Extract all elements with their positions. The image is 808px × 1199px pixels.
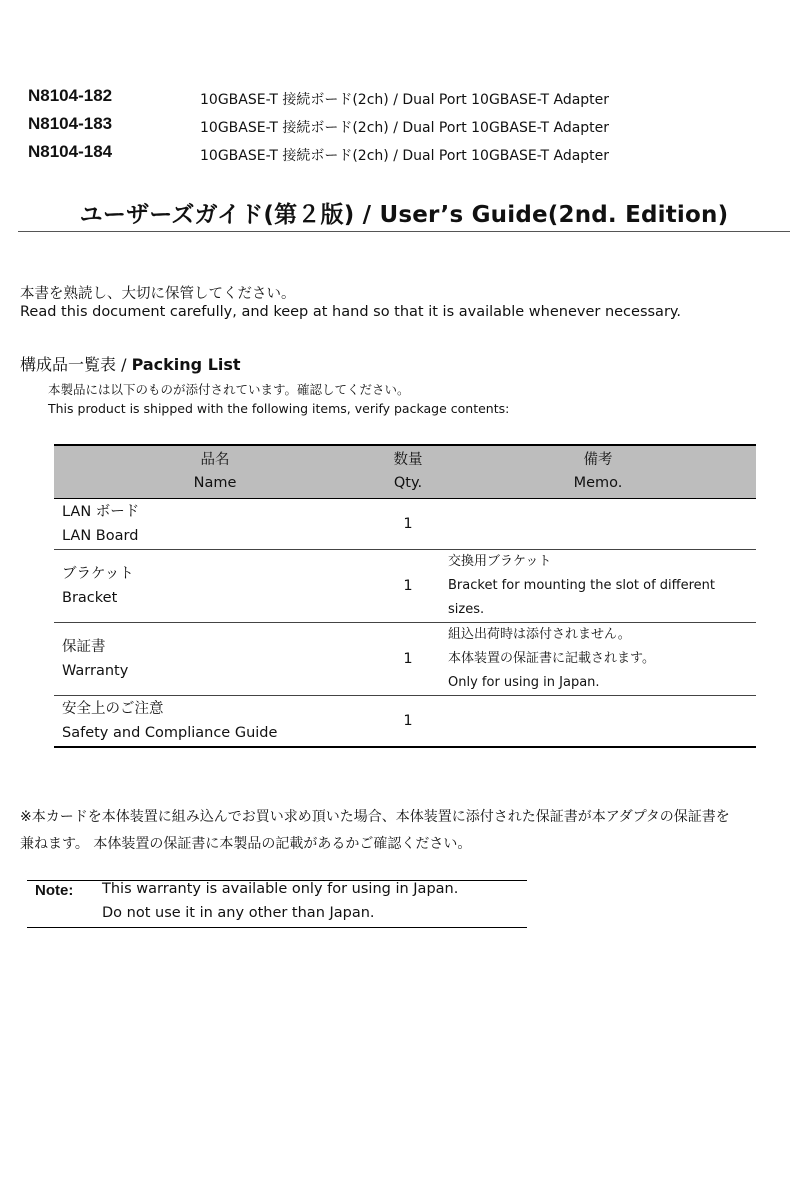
item-name: LAN ボード LAN Board bbox=[54, 499, 376, 550]
item-qty: 1 bbox=[376, 623, 440, 696]
note-label: Note: bbox=[35, 882, 74, 899]
note-line-1: This warranty is available only for using in Japan. bbox=[102, 881, 459, 897]
intro-jp: 本書を熟読し、大切に保管してください。 bbox=[20, 286, 296, 302]
warranty-note-jp: ※本カードを本体装置に組み込んでお買い求め頂いた場合、本体装置に添付された保証書が本アダプタの保証書を 兼ねます。 本体装置の保証書に本製品の記載があるかご確認ください。 bbox=[20, 809, 730, 852]
note-line-2: Do not use it in any other than Japan. bbox=[102, 905, 375, 921]
item-name: 保証書 Warranty bbox=[54, 623, 376, 696]
item-memo: 交換用ブラケット Bracket for mounting the slot of different sizes. bbox=[440, 550, 756, 623]
model-desc-2: 10GBASE-T 接続ボード(2ch) / Dual Port 10GBASE-T Adapter bbox=[200, 120, 610, 136]
table-row bbox=[54, 623, 756, 696]
packing-sub-en: This product is shipped with the following items, verify package contents: bbox=[48, 401, 510, 416]
item-qty: 1 bbox=[376, 499, 440, 550]
intro-en: Read this document carefully, and keep at hand so that it is available whenever necessary. bbox=[20, 304, 682, 320]
table-row bbox=[54, 499, 756, 550]
item-name: 安全上のご注意 Safety and Compliance Guide bbox=[62, 700, 278, 741]
model-code-1: N8104-182 bbox=[28, 86, 113, 105]
model-code-2: N8104-183 bbox=[28, 114, 113, 133]
packing-table bbox=[54, 444, 756, 748]
title-divider bbox=[18, 231, 790, 232]
table-row bbox=[54, 696, 756, 747]
packing-sub-jp: 本製品には以下のものが添付されています。確認してください。 bbox=[48, 382, 410, 397]
item-memo bbox=[440, 499, 756, 550]
item-qty: 1 bbox=[376, 550, 440, 623]
item-memo: 組込出荷時は添付されません。 本体装置の保証書に記載されます。 Only for using in Japan. bbox=[440, 623, 756, 696]
item-name: ブラケット Bracket bbox=[54, 550, 376, 623]
table-header-row bbox=[54, 445, 756, 499]
note-bottom-rule bbox=[27, 927, 527, 928]
header-memo: 備考 Memo. bbox=[440, 445, 756, 499]
model-desc-1: 10GBASE-T 接続ボード(2ch) / Dual Port 10GBASE-T Adapter bbox=[200, 92, 610, 108]
item-memo bbox=[440, 696, 756, 747]
header-name: 品名 Name bbox=[54, 445, 376, 499]
model-desc-3: 10GBASE-T 接続ボード(2ch) / Dual Port 10GBASE-T Adapter bbox=[200, 148, 610, 164]
model-code-3: N8104-184 bbox=[28, 142, 113, 161]
document-title: ユーザーズガイド(第２版) / User’s Guide(2nd. Edition) bbox=[79, 202, 729, 228]
header-qty: 数量 Qty. bbox=[376, 445, 440, 499]
packing-list-title: 構成品一覧表 / Packing List bbox=[20, 355, 241, 374]
item-qty: 1 bbox=[403, 712, 413, 729]
table-row bbox=[54, 550, 756, 623]
